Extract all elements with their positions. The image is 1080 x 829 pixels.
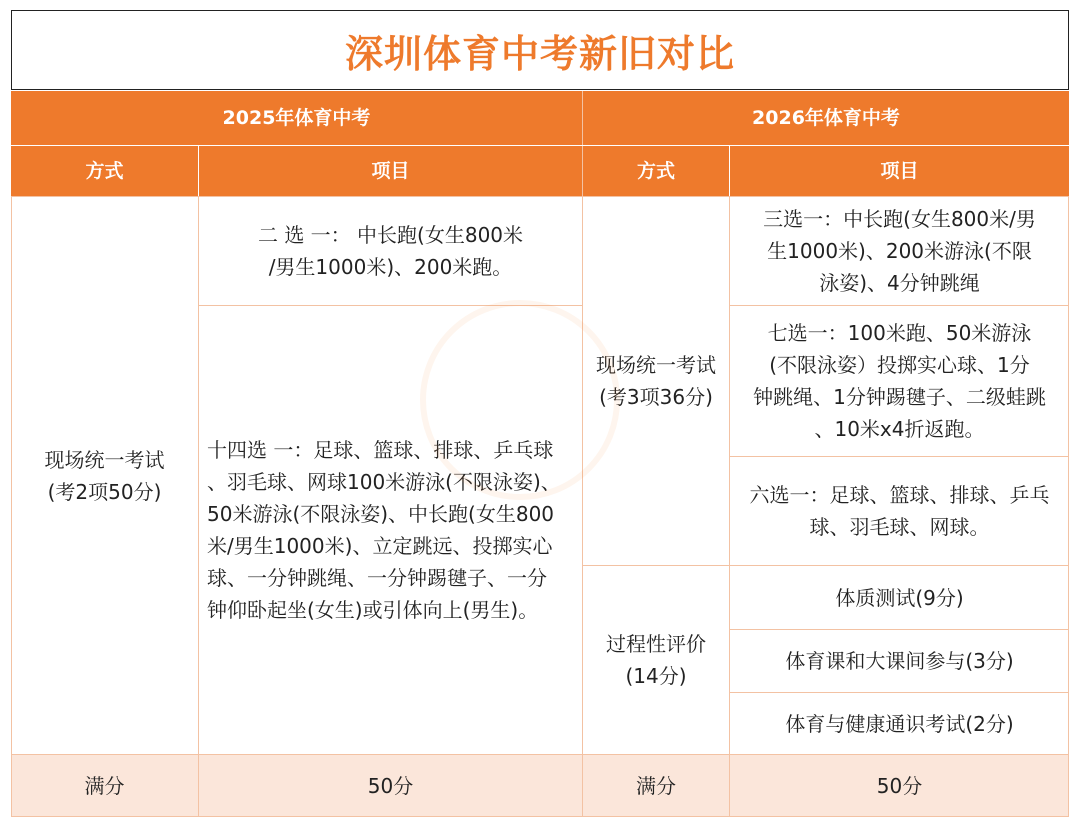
col-header-method-2026: 方式 <box>583 146 729 196</box>
page-title: 深圳体育中考新旧对比 <box>344 31 735 76</box>
grid-line <box>729 196 730 817</box>
watermark-seal <box>420 300 620 500</box>
grid-line <box>730 629 1069 630</box>
header-divider <box>729 146 730 196</box>
col-header-item-2025: 项目 <box>199 146 582 196</box>
method-2025: 现场统一考试 (考2项50分) <box>11 197 198 754</box>
header-divider <box>11 145 1069 146</box>
title-box <box>11 10 1069 90</box>
grid-line <box>11 754 1069 755</box>
full-score-value-2026: 50分 <box>730 755 1069 817</box>
item-2025-choose-one-of-two: 二 选 一： 中长跑(女生800米 /男生1000米)、200米跑。 <box>199 197 582 305</box>
header-2025: 2025年体育中考 <box>11 91 582 145</box>
grid-line <box>198 196 199 817</box>
item-2025-choose-one-of-fourteen: 十四选 一：足球、篮球、排球、乒乓球 、羽毛球、网球100米游泳(不限泳姿)、 50米游泳(不限泳姿)、中长跑(女生800 米/男生1000米)、立定跳远、投掷实心 球、一分钟跳绳、一分钟踢毽子、一分 钟仰卧起坐(女生)或引体向上(男生)。 <box>199 306 582 754</box>
full-score-value-2025: 50分 <box>199 755 582 817</box>
col-header-method-2025: 方式 <box>11 146 198 196</box>
full-score-label-2026: 满分 <box>583 755 729 817</box>
full-score-label-2025: 满分 <box>11 755 198 817</box>
grid-line <box>11 196 12 817</box>
grid-line <box>1068 196 1069 817</box>
grid-line <box>730 692 1069 693</box>
header-2026: 2026年体育中考 <box>583 91 1069 145</box>
item-2026-health-knowledge-exam: 体育与健康通识考试(2分) <box>730 693 1069 754</box>
method-2026-process: 过程性评价 (14分) <box>583 566 729 754</box>
item-2026-fitness-test: 体质测试(9分) <box>730 566 1069 629</box>
grid-line <box>11 196 1069 197</box>
item-2026-pe-class-participation: 体育课和大课间参与(3分) <box>730 630 1069 692</box>
item-2026-choose-one-of-three: 三选一：中长跑(女生800米/男 生1000米)、200米游泳(不限 泳姿)、4分钟跳绳 <box>730 197 1069 305</box>
grid-line <box>11 816 1069 817</box>
col-header-item-2026: 项目 <box>730 146 1069 196</box>
header-divider <box>198 146 199 196</box>
item-2026-choose-one-of-six: 六选一：足球、篮球、排球、乒乓 球、羽毛球、网球。 <box>730 457 1069 565</box>
method-2026-onsite: 现场统一考试 (考3项36分) <box>583 197 729 565</box>
item-2026-choose-one-of-seven: 七选一：100米跑、50米游泳 (不限泳姿）投掷实心球、1分 钟跳绳、1分钟踢毽子、二级蛙跳 、10米x4折返跑。 <box>730 306 1069 456</box>
grid-line <box>583 565 1069 566</box>
grid-line <box>730 456 1069 457</box>
grid-line <box>730 305 1069 306</box>
